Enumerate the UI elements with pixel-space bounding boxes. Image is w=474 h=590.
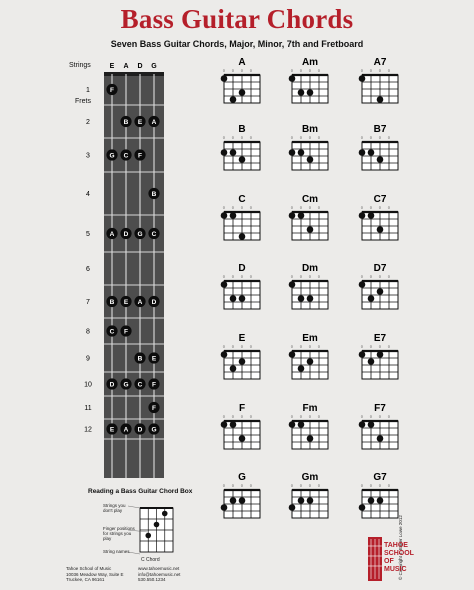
copyright-text: © Copyright J. Baker Lowe 2012 bbox=[398, 515, 403, 580]
chord-finger-number: ○ bbox=[369, 483, 373, 488]
chord-finger-number: ○ bbox=[299, 274, 303, 279]
school-phone: 530.550.1234 bbox=[138, 577, 166, 583]
legend-chord-dot bbox=[162, 511, 168, 517]
chord-finger-number: ○ bbox=[360, 414, 364, 419]
chord-finger-number: ○ bbox=[317, 135, 321, 140]
page-subtitle: Seven Bass Guitar Chords, Major, Minor, 7th and Fretboard bbox=[110, 39, 364, 49]
chord-finger-number: ○ bbox=[387, 274, 391, 279]
chord-finger-number: ○ bbox=[369, 414, 373, 419]
chord-finger-number: ○ bbox=[378, 205, 382, 210]
chord-dot bbox=[289, 149, 296, 156]
chord-dot bbox=[298, 295, 305, 302]
chord-finger-number: ○ bbox=[387, 205, 391, 210]
chord-name: Bm bbox=[301, 124, 319, 135]
chord-dot bbox=[230, 421, 237, 428]
chord-dot bbox=[368, 212, 375, 219]
chord-dot bbox=[239, 156, 246, 163]
school-name: Tahoe School of Music bbox=[66, 566, 112, 571]
chord-dot bbox=[230, 497, 237, 504]
chord-name: Gm bbox=[301, 472, 319, 483]
chord-finger-number: ○ bbox=[299, 135, 303, 140]
chord-dot bbox=[377, 497, 384, 504]
note-label: C bbox=[137, 381, 143, 389]
fret-number-label: 3 bbox=[86, 152, 90, 160]
chord-finger-number: ○ bbox=[387, 483, 391, 488]
note-label: B bbox=[137, 355, 143, 363]
chord-finger-number: ○ bbox=[240, 344, 244, 349]
chord-finger-number: ○ bbox=[240, 483, 244, 488]
chord-dot bbox=[289, 281, 296, 288]
school-city: Truckee, CA 96161 bbox=[66, 577, 105, 583]
chord-finger-number: ○ bbox=[299, 205, 303, 210]
chord-finger-number: ○ bbox=[360, 483, 364, 488]
note-label: G bbox=[109, 152, 115, 160]
chord-finger-number: ○ bbox=[240, 135, 244, 140]
chord-finger-number: ○ bbox=[360, 344, 364, 349]
chord-name: Dm bbox=[301, 263, 319, 274]
note-label: F bbox=[152, 381, 156, 389]
school-street: 10036 Meadow Way, Suite E bbox=[66, 571, 124, 577]
chord-dot bbox=[368, 497, 375, 504]
chord-finger-number: ○ bbox=[240, 414, 244, 419]
note-label: F bbox=[110, 86, 114, 94]
chord-dot bbox=[239, 435, 246, 442]
note-label: A bbox=[109, 230, 115, 238]
chord-dot bbox=[298, 421, 305, 428]
chord-dot bbox=[221, 212, 228, 219]
note-label: C bbox=[109, 328, 115, 336]
fret-number-label: 2 bbox=[86, 119, 90, 126]
chord-finger-number: ○ bbox=[387, 68, 391, 73]
chord-finger-number: ○ bbox=[360, 205, 364, 210]
chord-finger-number: ○ bbox=[290, 274, 294, 279]
chord-finger-number: ○ bbox=[387, 344, 391, 349]
chord-name: F7 bbox=[374, 403, 386, 414]
chord-dot bbox=[289, 421, 296, 428]
chord-dot bbox=[298, 365, 305, 372]
chord-dot bbox=[307, 226, 314, 233]
school-email[interactable]: info@tahoemusic.net bbox=[138, 571, 181, 577]
chord-finger-number: ○ bbox=[290, 414, 294, 419]
chord-finger-number: ○ bbox=[240, 205, 244, 210]
chord-dot bbox=[377, 351, 384, 358]
school-contact bbox=[138, 566, 180, 583]
chord-dot bbox=[359, 75, 366, 82]
chord-finger-number: ○ bbox=[231, 205, 235, 210]
chord-finger-number: ○ bbox=[387, 414, 391, 419]
chord-dot bbox=[307, 497, 314, 504]
chord-name: E7 bbox=[373, 333, 387, 344]
chord-finger-number: ○ bbox=[299, 68, 303, 73]
chord-finger-number: ○ bbox=[317, 274, 321, 279]
legend-names-label: String names bbox=[103, 549, 130, 554]
chord-finger-number: ○ bbox=[299, 483, 303, 488]
strings-label: Strings bbox=[69, 62, 91, 69]
chord-dot bbox=[289, 75, 296, 82]
chord-dot bbox=[307, 435, 314, 442]
chord-finger-number: ○ bbox=[378, 344, 382, 349]
note-label: A bbox=[151, 118, 157, 126]
chord-finger-number: ○ bbox=[222, 414, 226, 419]
fret-number-label: 10 bbox=[84, 381, 92, 389]
legend-chord-dot bbox=[154, 522, 160, 528]
chord-dot bbox=[359, 421, 366, 428]
chord-finger-number: ○ bbox=[378, 135, 382, 140]
legend-chord-dot bbox=[145, 533, 151, 539]
chord-name: G7 bbox=[373, 472, 387, 483]
chord-name: B7 bbox=[373, 124, 387, 135]
chord-dot bbox=[368, 358, 375, 365]
chord-finger-number: ○ bbox=[308, 205, 312, 210]
chord-finger-number: ○ bbox=[249, 483, 253, 488]
chord-dot bbox=[230, 212, 237, 219]
chord-dot bbox=[377, 226, 384, 233]
note-label: D bbox=[123, 230, 129, 238]
chord-finger-number: ○ bbox=[240, 274, 244, 279]
string-name-label: A bbox=[123, 63, 129, 70]
chord-finger-number: ○ bbox=[317, 483, 321, 488]
chord-dot bbox=[307, 89, 314, 96]
chord-dot bbox=[221, 504, 228, 511]
chord-dot bbox=[359, 281, 366, 288]
legend-chord-label: C Chord bbox=[141, 557, 160, 563]
chord-name: B bbox=[238, 124, 246, 135]
chord-finger-number: ○ bbox=[308, 483, 312, 488]
note-label: C bbox=[151, 230, 157, 238]
note-label: D bbox=[151, 298, 157, 306]
chord-dot bbox=[307, 156, 314, 163]
fret-number-label: 4 bbox=[86, 191, 90, 198]
chord-dot bbox=[239, 497, 246, 504]
fret-number-label: 8 bbox=[86, 328, 90, 336]
note-label: A bbox=[137, 298, 143, 306]
note-label: C bbox=[123, 152, 129, 160]
note-label: E bbox=[151, 355, 157, 363]
chord-finger-number: ○ bbox=[249, 274, 253, 279]
note-label: G bbox=[123, 381, 129, 389]
note-label: D bbox=[109, 381, 115, 389]
chord-finger-number: ○ bbox=[378, 414, 382, 419]
chord-name: Fm bbox=[302, 403, 318, 414]
chord-dot bbox=[377, 435, 384, 442]
chord-finger-number: ○ bbox=[249, 414, 253, 419]
chord-finger-number: ○ bbox=[222, 344, 226, 349]
chord-name: D bbox=[238, 263, 246, 274]
chord-dot bbox=[298, 89, 305, 96]
chord-dot bbox=[239, 358, 246, 365]
chord-finger-number: ○ bbox=[369, 135, 373, 140]
chord-finger-number: ○ bbox=[369, 344, 373, 349]
chord-finger-number: ○ bbox=[308, 274, 312, 279]
chord-name: Am bbox=[301, 57, 319, 68]
note-label: F bbox=[124, 328, 128, 336]
chord-finger-number: ○ bbox=[231, 274, 235, 279]
chord-finger-number: ○ bbox=[222, 68, 226, 73]
chord-dot bbox=[221, 281, 228, 288]
chord-finger-number: ○ bbox=[231, 344, 235, 349]
chord-dot bbox=[359, 149, 366, 156]
chord-finger-number: ○ bbox=[360, 135, 364, 140]
school-logo bbox=[367, 536, 414, 582]
note-label: E bbox=[123, 298, 129, 306]
chord-finger-number: ○ bbox=[360, 274, 364, 279]
page-title: Bass Guitar Chords bbox=[120, 4, 354, 34]
chord-dot bbox=[377, 156, 384, 163]
chord-finger-number: ○ bbox=[308, 135, 312, 140]
chord-dot bbox=[368, 149, 375, 156]
chord-finger-number: ○ bbox=[222, 274, 226, 279]
fret-number-label: 1 bbox=[86, 87, 90, 94]
note-label: A bbox=[123, 426, 129, 434]
chord-finger-number: ○ bbox=[308, 68, 312, 73]
legend-title: Reading a Bass Guitar Chord Box bbox=[88, 488, 193, 495]
chord-dot bbox=[368, 295, 375, 302]
fret-number-label: 9 bbox=[86, 355, 90, 363]
string-name-label: G bbox=[151, 63, 157, 70]
chord-dot bbox=[298, 497, 305, 504]
fret-number-label: 11 bbox=[84, 405, 92, 412]
chord-dot bbox=[307, 295, 314, 302]
fret-number-label: 5 bbox=[86, 231, 90, 238]
chord-dot bbox=[230, 96, 237, 103]
note-label: G bbox=[151, 426, 157, 434]
chord-name: Em bbox=[302, 333, 318, 344]
logo-text: TAHOE SCHOOL OF MUSIC bbox=[384, 542, 414, 573]
note-label: B bbox=[151, 190, 157, 198]
chord-finger-number: ○ bbox=[249, 68, 253, 73]
chord-name: Cm bbox=[301, 194, 319, 205]
chord-finger-number: ○ bbox=[249, 344, 253, 349]
chord-finger-number: ○ bbox=[308, 344, 312, 349]
chord-dot bbox=[239, 233, 246, 240]
chord-finger-number: ○ bbox=[299, 344, 303, 349]
chord-dot bbox=[230, 365, 237, 372]
chord-dot bbox=[298, 212, 305, 219]
chord-name: C bbox=[238, 194, 246, 205]
legend-strings-label: Strings you don't play bbox=[103, 503, 126, 513]
chord-dot bbox=[230, 149, 237, 156]
frets-label: Frets bbox=[75, 98, 91, 105]
chord-finger-number: ○ bbox=[369, 205, 373, 210]
note-label: E bbox=[137, 118, 143, 126]
string-name-label: E bbox=[109, 63, 115, 70]
chord-finger-number: ○ bbox=[290, 68, 294, 73]
chord-dot bbox=[221, 75, 228, 82]
fret-number-label: 12 bbox=[84, 426, 92, 434]
note-label: E bbox=[109, 426, 115, 434]
note-label: B bbox=[109, 298, 115, 306]
chord-finger-number: ○ bbox=[222, 205, 226, 210]
fret-number-label: 6 bbox=[86, 266, 90, 273]
chord-finger-number: ○ bbox=[360, 68, 364, 73]
chord-name: A7 bbox=[373, 57, 387, 68]
chord-dot bbox=[221, 351, 228, 358]
chord-dot bbox=[359, 212, 366, 219]
chord-finger-number: ○ bbox=[369, 274, 373, 279]
chord-name: G bbox=[238, 472, 246, 483]
chord-dot bbox=[230, 295, 237, 302]
chord-finger-number: ○ bbox=[317, 205, 321, 210]
chord-dot bbox=[289, 351, 296, 358]
chord-finger-number: ○ bbox=[378, 68, 382, 73]
chord-finger-number: ○ bbox=[231, 414, 235, 419]
chord-dot bbox=[221, 149, 228, 156]
note-label: G bbox=[137, 230, 143, 238]
chord-finger-number: ○ bbox=[222, 135, 226, 140]
chord-dot bbox=[239, 89, 246, 96]
school-address bbox=[66, 566, 124, 583]
chord-name: E bbox=[238, 333, 246, 344]
chord-finger-number: ○ bbox=[369, 68, 373, 73]
chord-dot bbox=[307, 358, 314, 365]
note-label: D bbox=[137, 426, 143, 434]
chord-finger-number: ○ bbox=[249, 135, 253, 140]
chord-name: C7 bbox=[373, 194, 387, 205]
chord-dot bbox=[221, 421, 228, 428]
chord-finger-number: ○ bbox=[317, 414, 321, 419]
chord-dot bbox=[298, 149, 305, 156]
chord-finger-number: ○ bbox=[387, 135, 391, 140]
chord-finger-number: ○ bbox=[249, 205, 253, 210]
chord-finger-number: ○ bbox=[317, 344, 321, 349]
chord-finger-number: ○ bbox=[290, 483, 294, 488]
chord-finger-number: ○ bbox=[231, 483, 235, 488]
note-label: F bbox=[138, 152, 142, 160]
note-label: F bbox=[152, 404, 156, 412]
legend-fingers-label: Finger positions for strings you play bbox=[103, 526, 135, 541]
chord-finger-number: ○ bbox=[378, 274, 382, 279]
chord-name: F bbox=[238, 403, 246, 414]
chord-dot bbox=[289, 504, 296, 511]
chord-dot bbox=[377, 288, 384, 295]
chord-name: D7 bbox=[373, 263, 387, 274]
string-name-label: D bbox=[137, 63, 143, 70]
chord-finger-number: ○ bbox=[308, 414, 312, 419]
school-website[interactable]: www.tahoemusic.net bbox=[138, 566, 180, 571]
chord-dot bbox=[368, 421, 375, 428]
chord-name: A bbox=[238, 57, 246, 68]
chord-finger-number: ○ bbox=[240, 68, 244, 73]
chord-finger-number: ○ bbox=[231, 68, 235, 73]
chord-dot bbox=[359, 351, 366, 358]
chord-finger-number: ○ bbox=[299, 414, 303, 419]
note-label: B bbox=[123, 118, 129, 126]
fret-number-label: 7 bbox=[86, 299, 90, 306]
chord-finger-number: ○ bbox=[317, 68, 321, 73]
chord-finger-number: ○ bbox=[222, 483, 226, 488]
chord-dot bbox=[289, 212, 296, 219]
chord-finger-number: ○ bbox=[290, 344, 294, 349]
chord-finger-number: ○ bbox=[290, 205, 294, 210]
chord-finger-number: ○ bbox=[231, 135, 235, 140]
chord-finger-number: ○ bbox=[290, 135, 294, 140]
chord-dot bbox=[377, 96, 384, 103]
chord-finger-number: ○ bbox=[378, 483, 382, 488]
chord-dot bbox=[359, 504, 366, 511]
chord-dot bbox=[239, 295, 246, 302]
